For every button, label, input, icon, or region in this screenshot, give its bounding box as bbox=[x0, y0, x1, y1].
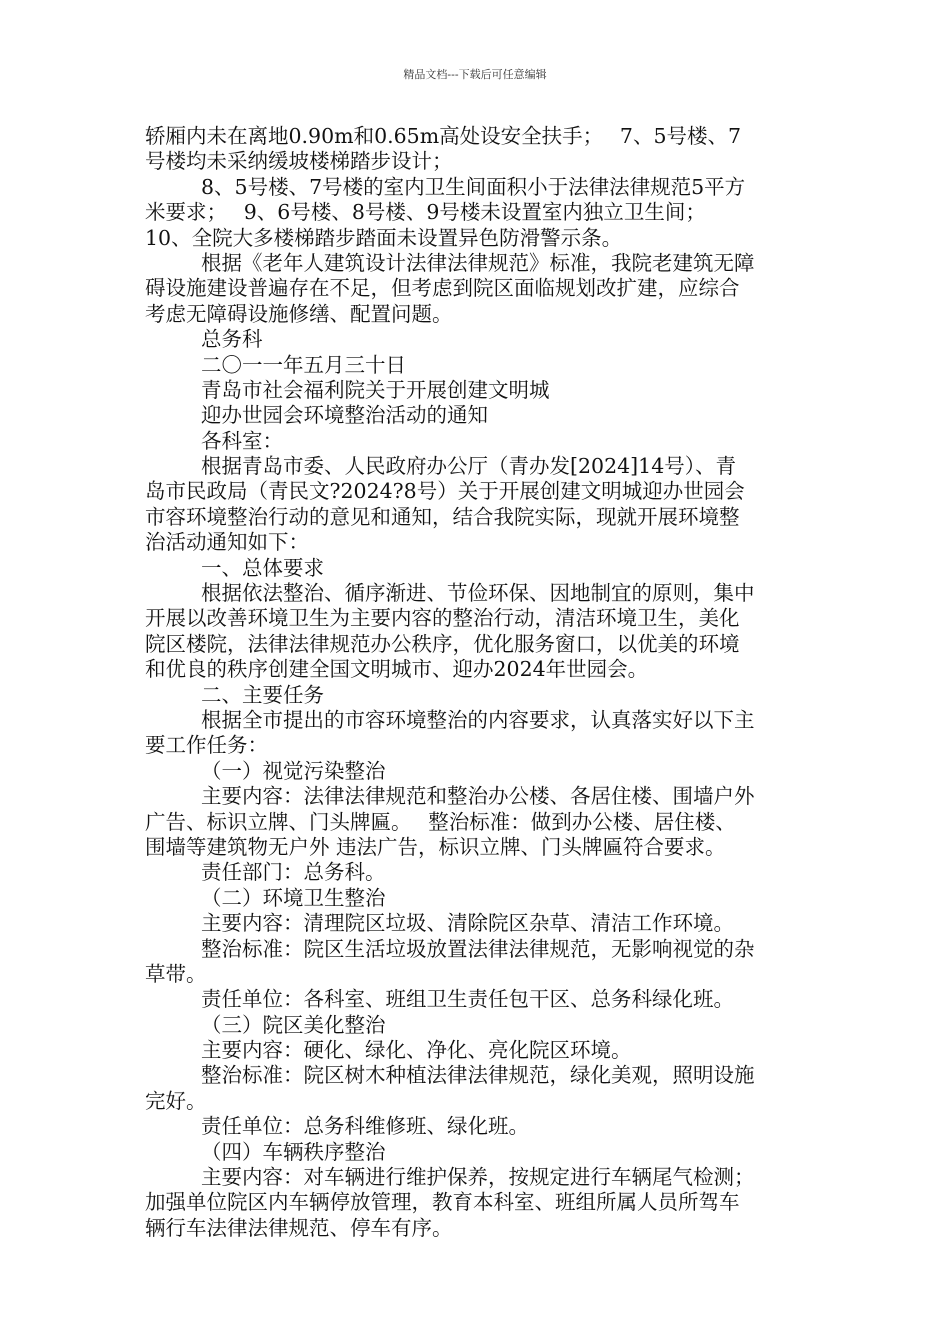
text-line: （三）院区美化整治 bbox=[201, 1012, 386, 1037]
text-line: 考虑无障碍设施修缮、配置问题。 bbox=[145, 301, 453, 326]
text-line: 治活动通知如下： bbox=[145, 530, 309, 555]
text-line: 辆行车法律法律规范、停车有序。 bbox=[145, 1215, 453, 1240]
text-line: 根据依法整治、循序渐进、节俭环保、因地制宜的原则，集中 bbox=[201, 581, 755, 606]
text-line: （二）环境卫生整治 bbox=[201, 885, 386, 910]
text-line: 围墙等建筑物无户外 违法广告，标识立牌、门头牌匾符合要求。 bbox=[145, 834, 726, 859]
text-line: 整治标准：院区树木种植法律法律规范，绿化美观，照明设施 bbox=[201, 1063, 755, 1088]
text-line: 米要求； 9、6号楼、8号楼、9号楼未设置室内独立卫生间； bbox=[145, 200, 706, 225]
text-line: 开展以改善环境卫生为主要内容的整治行动，清洁环境卫生，美化 bbox=[145, 606, 740, 631]
document-body bbox=[145, 124, 807, 1241]
text-line: 8、5号楼、7号楼的室内卫生间面积小于法律法律规范5平方 bbox=[201, 174, 746, 199]
text-line: 草带。 bbox=[145, 961, 207, 986]
text-line: 主要内容：对车辆进行维护保养，按规定进行车辆尾气检测； bbox=[201, 1165, 755, 1190]
text-line: 碍设施建设普遍存在不足，但考虑到院区面临规划改扩建，应综合 bbox=[145, 276, 740, 301]
text-line: 主要内容：法律法律规范和整治办公楼、各居住楼、围墙户外 bbox=[201, 784, 755, 809]
text-line: 根据青岛市委、人民政府办公厅（青办发[2024]14号）、青 bbox=[201, 454, 737, 479]
text-line: 责任单位：总务科维修班、绿化班。 bbox=[201, 1114, 529, 1139]
text-line: 根据《老年人建筑设计法律法律规范》标准，我院老建筑无障 bbox=[201, 250, 755, 275]
text-line: 迎办世园会环境整治活动的通知 bbox=[201, 403, 488, 428]
text-line: 院区楼院，法律法律规范办公秩序，优化服务窗口，以优美的环境 bbox=[145, 631, 740, 656]
text-line: 各科室： bbox=[201, 428, 283, 453]
text-line: 轿厢内未在离地0.90m和0.65m高处设安全扶手； 7、5号楼、7 bbox=[145, 124, 742, 148]
text-line: 青岛市社会福利院关于开展创建文明城 bbox=[201, 377, 550, 402]
text-line: 主要内容：硬化、绿化、净化、亮化院区环境。 bbox=[201, 1038, 632, 1063]
text-line: （一）视觉污染整治 bbox=[201, 758, 386, 783]
text-line: 二〇一一年五月三十日 bbox=[201, 352, 406, 377]
text-line: 要工作任务： bbox=[145, 733, 268, 758]
text-line: 总务科 bbox=[201, 327, 263, 352]
text-line: 责任部门：总务科。 bbox=[201, 860, 386, 885]
text-line: （四）车辆秩序整治 bbox=[201, 1139, 386, 1164]
text-line: 加强单位院区内车辆停放管理，教育本科室、班组所属人员所驾车 bbox=[145, 1190, 740, 1215]
text-line: 责任单位：各科室、班组卫生责任包干区、总务科绿化班。 bbox=[201, 987, 734, 1012]
text-line: 岛市民政局（青民文?2024?8号）关于开展创建文明城迎办世园会 bbox=[145, 479, 745, 504]
text-line: 根据全市提出的市容环境整治的内容要求，认真落实好以下主 bbox=[201, 707, 755, 732]
text-line: 广告、标识立牌、门头牌匾。 整治标准：做到办公楼、居住楼、 bbox=[145, 809, 736, 834]
text-line: 主要内容：清理院区垃圾、清除院区杂草、清洁工作环境。 bbox=[201, 911, 734, 936]
text-line: 和优良的秩序创建全国文明城市、迎办2024年世园会。 bbox=[145, 657, 649, 682]
text-line: 号楼均未采纳缓坡楼梯踏步设计； bbox=[145, 149, 453, 174]
text-line: 10、全院大多楼梯踏步踏面未设置异色防滑警示条。 bbox=[145, 225, 623, 250]
text-line: 二、主要任务 bbox=[201, 682, 324, 707]
page-header: 精品文档---下载后可任意编辑 bbox=[403, 68, 547, 81]
text-line: 整治标准：院区生活垃圾放置法律法律规范，无影响视觉的杂 bbox=[201, 936, 755, 961]
text-line: 一、总体要求 bbox=[201, 555, 324, 580]
text-line: 完好。 bbox=[145, 1088, 207, 1113]
text-line: 市容环境整治行动的意见和通知，结合我院实际，现就开展环境整 bbox=[145, 504, 740, 529]
